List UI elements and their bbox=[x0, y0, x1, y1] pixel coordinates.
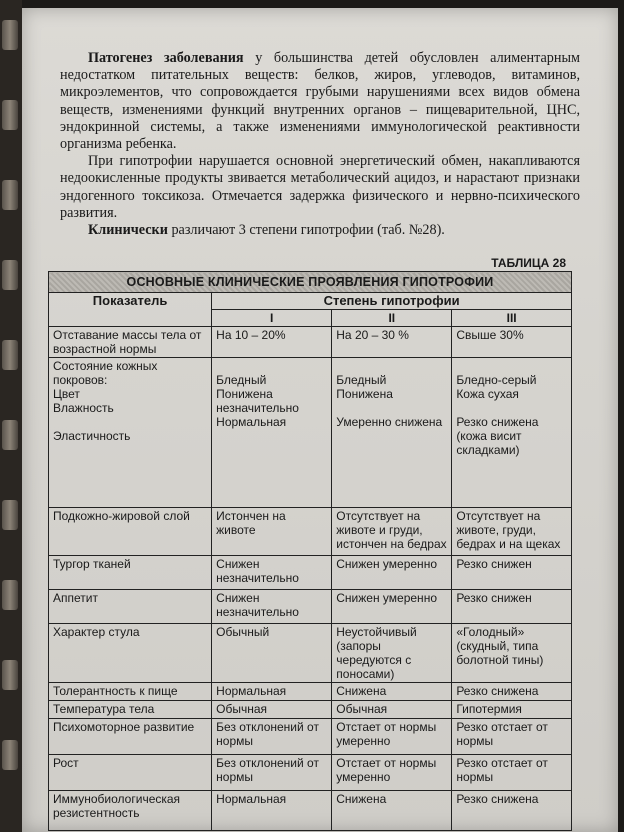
cell-line: Снижена bbox=[336, 792, 387, 806]
table-title: ОСНОВНЫЕ КЛИНИЧЕСКИЕ ПРОЯВЛЕНИЯ ГИПОТРОФИИ bbox=[49, 272, 572, 293]
row-label bbox=[49, 508, 212, 556]
cell-line bbox=[53, 415, 207, 429]
cell-line: Снижена bbox=[336, 684, 387, 698]
header-degree-3: III bbox=[452, 310, 572, 327]
row-label bbox=[49, 624, 212, 683]
degree-1-cell bbox=[212, 719, 332, 755]
cell-line: Обычный bbox=[216, 625, 270, 639]
cell-line: Отсутствует на животе и груди, истончен на бедрах bbox=[336, 509, 447, 551]
degree-1-cell bbox=[212, 791, 332, 831]
row-label bbox=[49, 683, 212, 701]
degree-1-cell bbox=[212, 556, 332, 590]
degree-2-cell bbox=[332, 556, 452, 590]
degree-1-cell bbox=[212, 508, 332, 556]
cell-line: Иммунобиологическая резистентность bbox=[53, 792, 181, 820]
degree-3-cell bbox=[452, 556, 572, 590]
cell-line: Обычная bbox=[336, 702, 388, 716]
cell-line: Характер стула bbox=[53, 625, 140, 639]
degree-1-cell bbox=[212, 327, 332, 358]
paragraph-pathogenesis: Патогенез заболевания у большинства детей обусловлен алиментарным недостатком питательных веществ: белков, жиров, углеводов, витаминов, микроэлементов, что сопровождается грубыми нарушениями всех видов обмена веществ, изменениями функций внутренних органов – пищеварительной, ЦНС, эндокринной системы, а также изменениями иммунологической реактивности организма ребенка. bbox=[60, 50, 581, 153]
degree-1-cell bbox=[212, 683, 332, 701]
degree-3-cell bbox=[452, 701, 572, 719]
degree-1-cell bbox=[212, 590, 332, 624]
header-degree-2: II bbox=[332, 310, 452, 327]
degree-2-cell bbox=[332, 791, 452, 831]
cell-line: Резко снижена (кожа висит складками) bbox=[456, 415, 539, 457]
row-label bbox=[49, 556, 212, 590]
cell-line: Подкожно-жировой слой bbox=[53, 509, 190, 523]
degree-3-cell bbox=[452, 719, 572, 755]
cell-line bbox=[216, 359, 327, 373]
row-label bbox=[49, 719, 212, 755]
degree-3-cell bbox=[452, 358, 572, 508]
degree-2-cell bbox=[332, 683, 452, 701]
cell-line: Снижен незначительно bbox=[216, 591, 299, 619]
degree-3-cell bbox=[452, 590, 572, 624]
cell-line: Снижен умеренно bbox=[336, 557, 437, 571]
cell-line: Снижен умеренно bbox=[336, 591, 437, 605]
cell-line: Температура тела bbox=[53, 702, 155, 716]
cell-line: Цвет bbox=[53, 387, 80, 401]
table-row bbox=[49, 791, 572, 831]
cell-line: Состояние кожных покровов: bbox=[53, 359, 158, 387]
cell-line: Отсутствует на животе, груди, бедрах и на щеках bbox=[456, 509, 561, 551]
body-text bbox=[60, 50, 580, 239]
table-row bbox=[49, 683, 572, 701]
cell-line: Резко снижена bbox=[456, 684, 539, 698]
cell-line: На 20 – 30 % bbox=[336, 328, 409, 342]
table-row bbox=[49, 556, 572, 590]
cell-line: Отстает от нормы умеренно bbox=[336, 720, 437, 748]
cell-line: Нормальная bbox=[216, 684, 287, 698]
table-row bbox=[49, 358, 572, 508]
cell-line: Без отклонений от нормы bbox=[216, 756, 319, 784]
degree-3-cell bbox=[452, 508, 572, 556]
cell-line: Резко отстает от нормы bbox=[456, 720, 548, 748]
cell-line: Снижен незначительно bbox=[216, 557, 299, 585]
degree-2-cell bbox=[332, 719, 452, 755]
cell-line: Обычная bbox=[216, 702, 268, 716]
table-row bbox=[49, 719, 572, 755]
row-label bbox=[49, 327, 212, 358]
header-degree-1: I bbox=[212, 310, 332, 327]
row-label bbox=[49, 701, 212, 719]
cell-line: Кожа сухая bbox=[456, 387, 519, 401]
spiral-binding bbox=[0, 0, 22, 832]
degree-1-cell bbox=[212, 755, 332, 791]
table-body bbox=[49, 327, 572, 831]
cell-line: На 10 – 20% bbox=[216, 328, 286, 342]
cell-line: Рост bbox=[53, 756, 79, 770]
cell-line bbox=[336, 401, 447, 415]
degree-3-cell bbox=[452, 755, 572, 791]
degree-2-cell bbox=[332, 508, 452, 556]
cell-line: Бледно-серый bbox=[456, 373, 537, 387]
cell-line: Резко снижен bbox=[456, 591, 532, 605]
row-label bbox=[49, 791, 212, 831]
table-row bbox=[49, 327, 572, 358]
paragraph-clinical: Клинически различают 3 степени гипотрофии (таб. №28). bbox=[88, 222, 445, 239]
cell-line: Резко снижен bbox=[456, 557, 532, 571]
cell-line: Умеренно снижена bbox=[336, 415, 443, 429]
degree-3-cell bbox=[452, 327, 572, 358]
paragraph-metabolism: При гипотрофии нарушается основной энергетический обмен, накапливаются недоокисленные продукты звивается метаболический ацидоз, и нарастают признаки эндогенного токсикоза. Отмечается задержка физического и нервно-психического развития. bbox=[60, 153, 580, 221]
cell-line: Понижена незначительно bbox=[216, 387, 299, 415]
row-label bbox=[49, 755, 212, 791]
header-degree: Степень гипотрофии bbox=[212, 293, 572, 310]
cell-line: Психомоторное развитие bbox=[53, 720, 195, 734]
table-row bbox=[49, 701, 572, 719]
row-label bbox=[49, 590, 212, 624]
degree-3-cell bbox=[452, 683, 572, 701]
cell-line bbox=[456, 401, 567, 415]
cell-line: Понижена bbox=[336, 387, 393, 401]
cell-line: Отстает от нормы умеренно bbox=[336, 756, 437, 784]
cell-line: Свыше 30% bbox=[456, 328, 524, 342]
degree-2-cell bbox=[332, 590, 452, 624]
cell-line: Нормальная bbox=[216, 415, 287, 429]
cell-line: Резко снижена bbox=[456, 792, 539, 806]
cell-line: Аппетит bbox=[53, 591, 98, 605]
table-row bbox=[49, 508, 572, 556]
cell-line: Бледный bbox=[216, 373, 267, 387]
row-label bbox=[49, 358, 212, 508]
cell-line: Без отклонений от нормы bbox=[216, 720, 319, 748]
cell-line: Тургор тканей bbox=[53, 557, 131, 571]
degree-1-cell bbox=[212, 701, 332, 719]
clinical-term: Клинически bbox=[88, 222, 168, 239]
cell-line: Влажность bbox=[53, 401, 114, 415]
cell-line: Неустойчивый (запоры чередуются с поносами) bbox=[336, 625, 417, 681]
table-number: ТАБЛИЦА 28 bbox=[491, 256, 566, 270]
hypotrophy-table bbox=[48, 271, 572, 831]
cell-line bbox=[336, 359, 447, 373]
cell-line: Эластичность bbox=[53, 429, 131, 443]
pathogenesis-term: Патогенез заболевания bbox=[88, 50, 244, 66]
cell-line: Истончен на животе bbox=[216, 509, 286, 537]
cell-line: Отставание массы тела от возрастной нормы bbox=[53, 328, 202, 356]
degree-2-cell bbox=[332, 755, 452, 791]
degree-1-cell bbox=[212, 624, 332, 683]
degree-1-cell bbox=[212, 358, 332, 508]
table-row bbox=[49, 590, 572, 624]
degree-3-cell bbox=[452, 791, 572, 831]
cell-line bbox=[456, 359, 567, 373]
header-indicator: Показатель bbox=[49, 293, 212, 327]
table-row bbox=[49, 755, 572, 791]
cell-line: Бледный bbox=[336, 373, 387, 387]
degree-2-cell bbox=[332, 327, 452, 358]
cell-line: Гипотермия bbox=[456, 702, 522, 716]
table-row bbox=[49, 624, 572, 683]
degree-2-cell bbox=[332, 358, 452, 508]
degree-2-cell bbox=[332, 701, 452, 719]
cell-line: Толерантность к пище bbox=[53, 684, 178, 698]
cell-line: «Голодный» (скудный, типа болотной тины) bbox=[456, 625, 544, 667]
cell-line: Нормальная bbox=[216, 792, 287, 806]
cell-line: Резко отстает от нормы bbox=[456, 756, 548, 784]
degree-2-cell bbox=[332, 624, 452, 683]
degree-3-cell bbox=[452, 624, 572, 683]
